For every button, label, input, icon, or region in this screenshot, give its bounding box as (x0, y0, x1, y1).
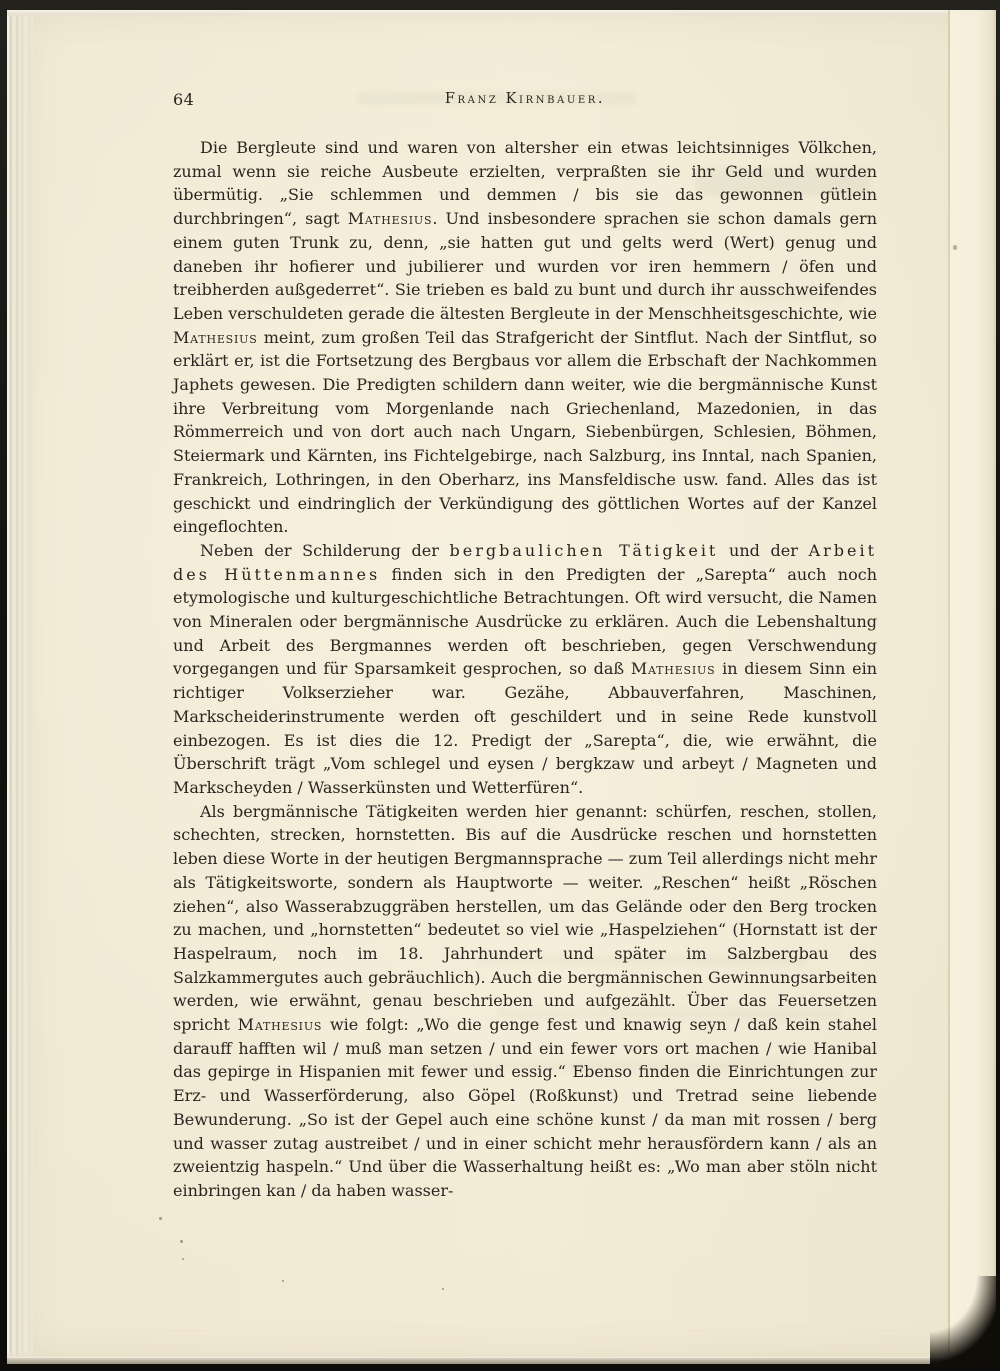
text-segment: Mathesius (347, 209, 433, 229)
page-edge-right-leaf (950, 10, 996, 1358)
text-column (173, 136, 877, 1203)
text-segment: Die Bergleute sind und waren von altersher ein etwas leichtsinniges Völkchen, zumal wenn sie reiche Ausbeute erzielten, verpraßten sie ihr Geld und wurden übermütig. „Sie schlemmen und demmen / bis sie das gewonnen gütlein durchbringen“, sagt (173, 138, 877, 229)
text-segment: . Und insbesondere sprachen sie schon damals gern einem guten Trunk zu, denn, „sie hatten gut und gelts werd (Wert) genug und daneben ihr hofierer und jubilierer und wurden vor iren hemmern / öfen und treibherden außgederret“. Sie trieben es bald zu bunt und durch ihr ausschweifendes Leben verschuldeten gerade die ältesten Bergleute in der Menschheitsgeschichte, wie (173, 209, 877, 323)
text-segment: finden sich in den Predigten der „Sarepta“ auch noch etymologische und kulturgeschichtliche Betrachtungen. Oft wird versucht, die Namen von Mineralen oder bergmännische Ausdrücke zu erklären. Auch die Lebenshaltung und Arbeit des Bergmannes werden oft beschrieben, gegen Verschwendung vorgegangen und für Sparsamkeit gesprochen, so daß (173, 564, 878, 679)
text-segment: Arbeit des Hüttenmannes (173, 540, 878, 584)
text-segment: in diesem Sinn ein richtiger Volkserzieher war. Gezähe, Abbauverfahren, Maschinen, Markscheiderinstrumente werden oft geschildert und in seine Rede kunstvoll einbezogen. Es ist dies die 12. Predigt der „Sarepta“, die, wie erwähnt, die Überschrift trägt „Vom schlegel und eysen / bergkzaw und arbeyt / Magneten und Markscheyden / Wasserkünsten und Wetterfüren“. (173, 659, 877, 797)
paper-speck (159, 1217, 162, 1220)
text-segment: Mathesius (237, 1015, 323, 1035)
page-edge-top (7, 10, 996, 17)
text-segment: Mathesius (173, 327, 258, 347)
page-header (173, 90, 877, 114)
page-number: 64 (173, 90, 195, 109)
text-segment: Neben der Schilderung der (200, 540, 450, 560)
page-surface (7, 10, 996, 1358)
paper-speck (180, 1240, 183, 1243)
page-stack-edge-left (7, 12, 33, 1358)
paper-speck (182, 1258, 184, 1260)
text-segment: Mathesius (630, 659, 716, 679)
paper-speck (282, 1280, 284, 1282)
running-header: Franz Kirnbauer. (444, 91, 606, 107)
text-segment: wie folgt: „Wo die genge fest und knawig seyn / daß kein stahel darauff hafften wil / muß man setzen / und ein fewer vors ort machen / wie Hanibal das gepirge in Hispanien mit fewer und essig.“ Ebenso finden die Einrichtungen zur Erz- und Wasserförderung, also Göpel (Roßkunst) und Tretrad seine liebende Bewunderung. „So ist der Gepel auch eine schöne kunst / da man mit rossen / berg und wasser zutag austreibet / und in einer schicht mehr herausfördern kann / als an zweientzig haspeln.“ Und über die Wasserhaltung heißt es: „Wo man aber stöln nicht einbringen kan / da haben wasser- (173, 1015, 878, 1200)
paragraph (173, 800, 877, 1203)
page-content (173, 90, 877, 1203)
text-segment: und der (718, 540, 809, 560)
paragraph (173, 136, 877, 539)
paper-speck (442, 1288, 444, 1290)
text-segment: bergbaulichen Tätigkeit (449, 540, 719, 560)
paragraph (173, 539, 877, 800)
text-segment: Als bergmännische Tätigkeiten werden hier genannt: schürfen, reschen, stollen, schechten, strecken, hornstetten. Bis auf die Ausdrücke reschen und hornstetten leben diese Worte in der heutigen Bergmannsprache — zum Teil allerdings nicht mehr als Tätigkeitsworte, sondern als Hauptworte — weiter. „Reschen“ heißt „Röschen ziehen“, also Wasserabzuggräben herstellen, um das Gelände oder den Berg trocken zu machen, und „hornstetten“ bedeutet so viel wie „Haspelziehen“ (Hornstatt ist der Haspelraum, noch im 18. Jahrhundert und später im Salzbergbau des Salzkammergutes auch gebräuchlich). Auch die bergmännischen Gewinnungsarbeiten werden, wie erwähnt, genau beschrieben und aufgezählt. Über das Feuersetzen spricht (173, 801, 877, 1035)
page-stack-edge-bottom (7, 1352, 966, 1364)
text-segment: meint, zum großen Teil das Strafgericht der Sintflut. Nach der Sintflut, so erklärt er, ist die Fortsetzung des Bergbaus vor allem die Erbschaft der Nachkommen Japhets gewesen. Die Predigten schildern dann weiter, wie die bergmännische Kunst ihre Verbreitung vom Morgenlande nach Griechenland, Mazedonien, in das Römmerreich und von dort auch nach Ungarn, Siebenbürgen, Schlesien, Böhmen, Steiermark und Kärnten, ins Fichtelgebirge, nach Salzburg, ins Inntal, nach Spanien, Frankreich, Lothringen, in den Oberharz, ins Mansfeldische usw. fand. Alles das ist geschickt und eindringlich der Verkündigung des göttlichen Wortes auf der Kanzel eingeflochten. (173, 327, 877, 537)
